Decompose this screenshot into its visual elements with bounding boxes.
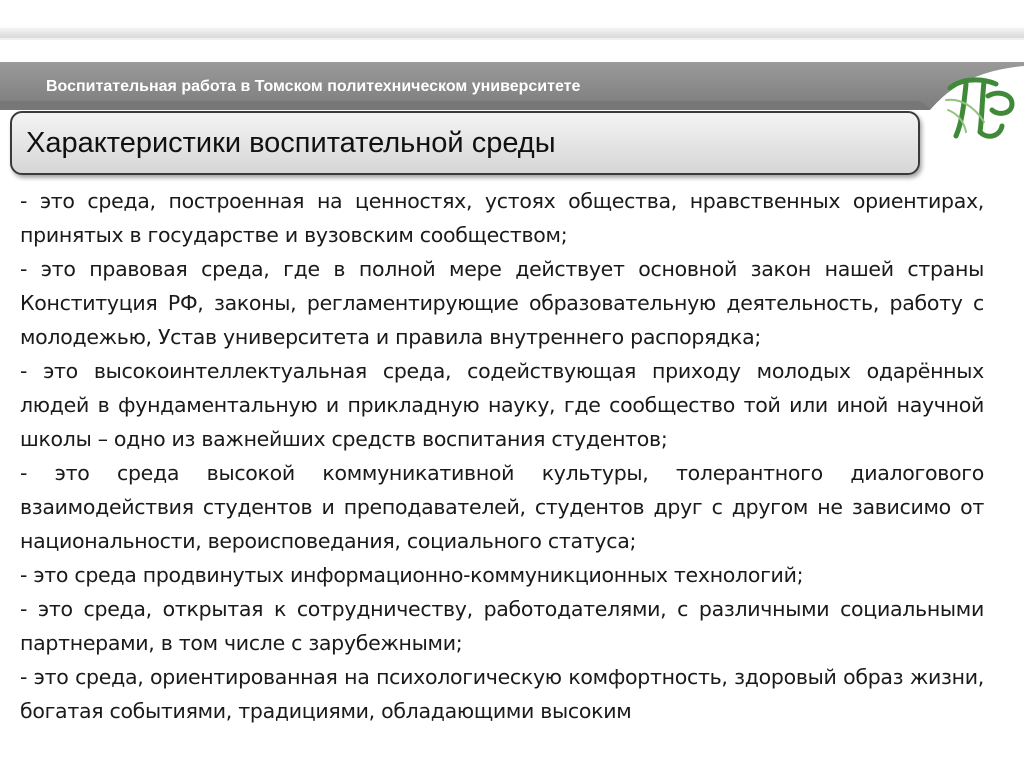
title-box — [10, 111, 920, 175]
paragraph-1: - это среда, построенная на ценностях, устоях общества, нравственных ориентирах, принятых в государстве и вузовским сообществом; — [20, 189, 984, 247]
paragraph-7: - это среда, ориентированная на психологическую комфортность, здоровый образ жизни, богатая событиями, традициями, обладающими высоким — [20, 665, 984, 723]
paragraph-6: - это среда, открытая к сотрудничеству, работодателями, с различными социальными партнерами, в том числе с зарубежными; — [20, 597, 984, 655]
paragraph-2: - это правовая среда, где в полной мере действует основной закон нашей страны Конституция РФ, законы, регламентирующие образовательную деятельность, работу с молодежью, Устав университета и правила внутреннего распорядка; — [20, 257, 984, 349]
content-body — [20, 184, 984, 728]
tpu-logo-icon — [940, 70, 1020, 155]
paragraph-3: - это высокоинтеллектуальная среда, содействующая приходу молодых одарённых людей в фундаментальную и прикладную науку, где сообщество той или иной научной школы – одно из важнейших средств воспитания студентов; — [20, 359, 984, 451]
header-subtitle: Воспитательная работа в Томском политехническом университете — [46, 78, 581, 95]
page-title: Характеристики воспитательной среды — [26, 127, 556, 159]
paragraph-4: - это среда высокой коммуникативной культуры, толерантного диалогового взаимодействия студентов и преподавателей, студентов друг с другом не зависимо от национальности, вероисповедания, социального статуса; — [20, 461, 984, 553]
paragraph-5: - это среда продвинутых информационно-коммуникционных технологий; — [20, 563, 804, 587]
